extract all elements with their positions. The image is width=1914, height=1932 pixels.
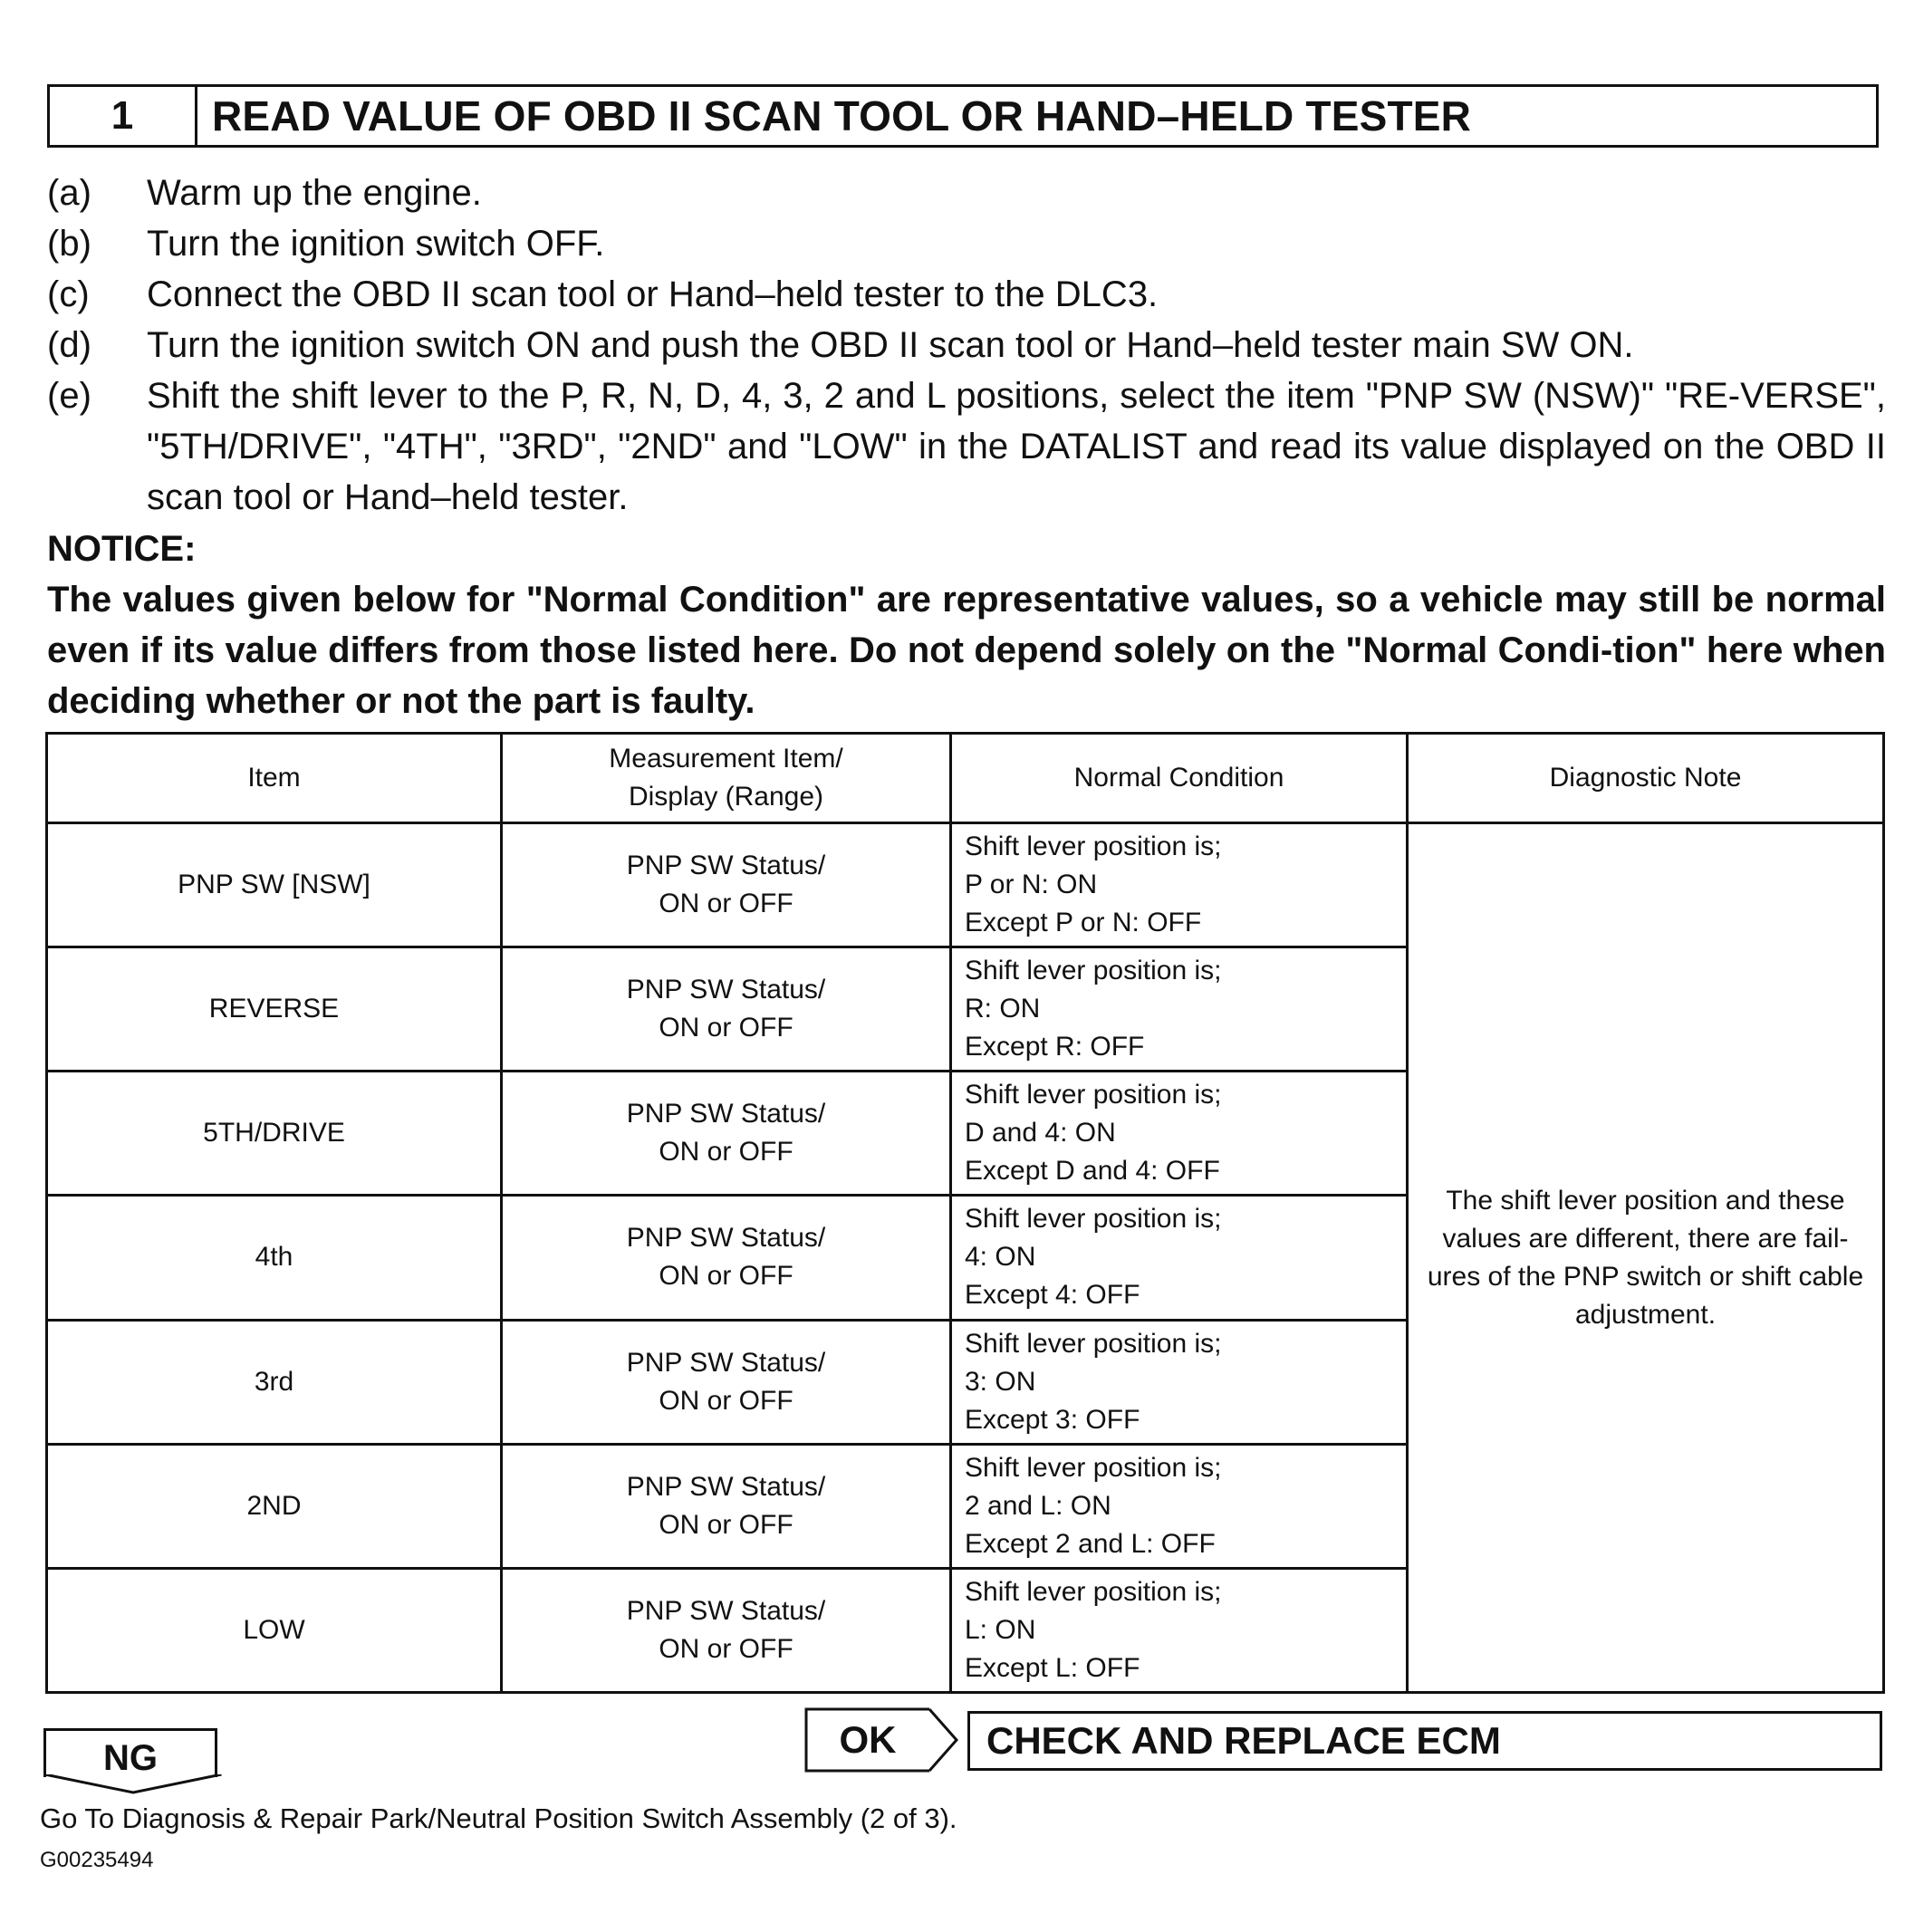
measurement-cell (502, 1444, 951, 1568)
normal-condition-cell (951, 947, 1408, 1072)
instruction-text: Shift the shift lever to the P, R, N, D, 4, 3, 2 and L positions, select the item "PNP SW (NSW)" "RE-VERSE", "5TH/DRIVE", "4TH", "3RD", "2ND" and "LOW" in the DATALIST and read its value displayed on the OBD II scan tool or Hand–held tester. (147, 376, 1886, 517)
condition-line: Except D and 4: OFF (965, 1156, 1220, 1187)
measurement-cell (502, 1196, 951, 1320)
instruction-label: (a) (47, 173, 91, 213)
condition-line: Except 3: OFF (965, 1404, 1140, 1435)
measurement-line: ON or OFF (659, 1137, 793, 1168)
measurement-line: PNP SW Status/ (626, 851, 826, 881)
condition-line: Shift lever position is; (965, 1576, 1222, 1607)
ok-result-box: CHECK AND REPLACE ECM (967, 1711, 1882, 1771)
instruction-label: (e) (47, 376, 91, 416)
measurement-line: ON or OFF (659, 1013, 793, 1043)
condition-line: R: ON (965, 994, 1041, 1024)
normal-condition-cell (951, 1072, 1408, 1196)
item-cell: 5TH/DRIVE (47, 1072, 502, 1196)
condition-line: Except R: OFF (965, 1032, 1145, 1062)
footer-link[interactable]: Go To Diagnosis & Repair Park/Neutral Position Switch Assembly (2 of 3). (40, 1802, 957, 1834)
item-cell: 3rd (47, 1320, 502, 1444)
condition-line: Shift lever position is; (965, 1452, 1222, 1483)
condition-line: Except P or N: OFF (965, 908, 1202, 938)
measurement-line: PNP SW Status/ (626, 1099, 826, 1129)
measurement-line: ON or OFF (659, 1261, 793, 1292)
measurement-cell (502, 1320, 951, 1444)
condition-line: Shift lever position is; (965, 1080, 1222, 1110)
table-header-row (47, 734, 1884, 823)
header-measurement-line1: Measurement Item/ (609, 744, 843, 774)
diagnostic-note-cell: The shift lever position and these values are different, there are fail-ures of the PNP switch or shift cable adjustment. (1408, 823, 1884, 1693)
instruction-label: (b) (47, 224, 91, 264)
measurement-cell (502, 1072, 951, 1196)
instruction-text: Connect the OBD II scan tool or Hand–held tester to the DLC3. (147, 274, 1159, 314)
condition-line: Shift lever position is; (965, 1328, 1222, 1359)
condition-line: Shift lever position is; (965, 956, 1222, 986)
item-cell: 4th (47, 1196, 502, 1320)
condition-line: Shift lever position is; (965, 831, 1222, 862)
condition-line: 3: ON (965, 1366, 1036, 1397)
instructions-list (47, 168, 1886, 523)
condition-line: P or N: ON (965, 870, 1098, 900)
header-item: Item (47, 734, 502, 823)
measurement-line: PNP SW Status/ (626, 975, 826, 1005)
measurement-cell (502, 823, 951, 947)
measurement-line: ON or OFF (659, 889, 793, 919)
header-measurement (502, 734, 951, 823)
instruction-item (47, 218, 1886, 269)
instruction-item (47, 370, 1886, 523)
notice-title: NOTICE: (47, 529, 197, 569)
measurement-line: ON or OFF (659, 1509, 793, 1540)
item-cell: 2ND (47, 1444, 502, 1568)
ng-flow-box (43, 1728, 217, 1777)
notice-block (47, 524, 1886, 726)
ok-label: OK (839, 1718, 897, 1761)
measurement-line: PNP SW Status/ (626, 1595, 826, 1626)
condition-line: Except 2 and L: OFF (965, 1528, 1216, 1559)
figure-id: G00235494 (40, 1848, 154, 1872)
measurement-cell (502, 947, 951, 1072)
instruction-item (47, 320, 1886, 370)
condition-line: L: ON (965, 1614, 1036, 1645)
normal-condition-cell (951, 1196, 1408, 1320)
normal-condition-cell (951, 823, 1408, 947)
instruction-item (47, 168, 1886, 218)
normal-condition-cell (951, 1320, 1408, 1444)
condition-line: Shift lever position is; (965, 1204, 1222, 1235)
instruction-text: Turn the ignition switch OFF. (147, 224, 605, 264)
step-number: 1 (50, 87, 197, 145)
header-measurement-line2: Display (Range) (628, 782, 824, 812)
condition-line: Except 4: OFF (965, 1280, 1140, 1311)
instruction-text: Warm up the engine. (147, 173, 482, 213)
item-cell: LOW (47, 1568, 502, 1692)
condition-line: Except L: OFF (965, 1652, 1140, 1683)
measurement-line: PNP SW Status/ (626, 1223, 826, 1254)
item-cell: PNP SW [NSW] (47, 823, 502, 947)
condition-line: 2 and L: ON (965, 1490, 1111, 1521)
instruction-label: (d) (47, 325, 91, 365)
measurement-line: ON or OFF (659, 1385, 793, 1416)
data-list-table (45, 732, 1885, 1694)
ok-flow-box (804, 1707, 960, 1773)
ng-label: NG (103, 1738, 158, 1778)
instruction-item (47, 269, 1886, 320)
normal-condition-cell (951, 1568, 1408, 1692)
measurement-line: PNP SW Status/ (626, 1471, 826, 1502)
instruction-label: (c) (47, 274, 90, 314)
item-cell: REVERSE (47, 947, 502, 1072)
step-title: READ VALUE OF OBD II SCAN TOOL OR HAND–HELD TESTER (212, 92, 1472, 139)
header-diagnostic-note: Diagnostic Note (1408, 734, 1884, 823)
measurement-cell (502, 1568, 951, 1692)
measurement-line: ON or OFF (659, 1633, 793, 1664)
step-header (47, 84, 1879, 148)
instruction-text: Turn the ignition switch ON and push the OBD II scan tool or Hand–held tester main SW ON. (147, 325, 1634, 365)
measurement-line: PNP SW Status/ (626, 1347, 826, 1378)
table-row (47, 823, 1884, 947)
down-arrow-icon (43, 1774, 223, 1796)
normal-condition-cell (951, 1444, 1408, 1568)
header-normal-condition: Normal Condition (951, 734, 1408, 823)
notice-body: The values given below for "Normal Condition" are representative values, so a vehicle may still be normal even if its value differs from those listed here. Do not depend solely on the "Normal Condi-tion" here when deciding whether or not the part is faulty. (47, 580, 1886, 721)
condition-line: D and 4: ON (965, 1118, 1116, 1149)
condition-line: 4: ON (965, 1242, 1036, 1273)
